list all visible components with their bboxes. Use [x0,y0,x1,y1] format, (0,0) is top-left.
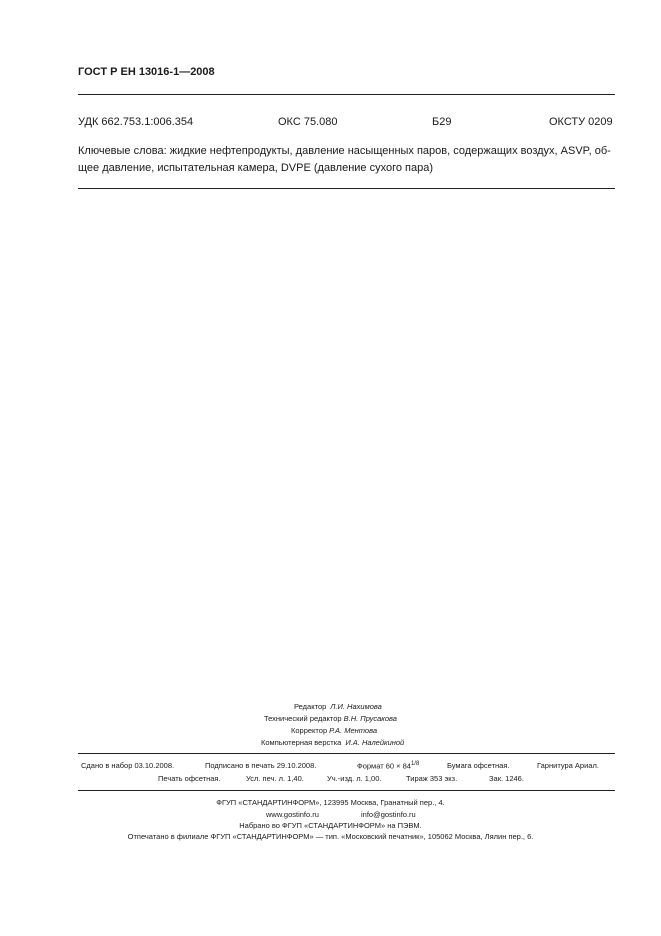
credit-name: И.А. Налейкиной [345,738,405,747]
print-run: Тираж 353 экз. [406,774,458,783]
print-sheets: Усл. печ. л. 1,40. [246,774,304,783]
udk-code: УДК 662.753.1:006.354 [78,116,194,128]
credit-label: Технический редактор [264,714,342,723]
print-order: Зак. 1246. [489,774,524,783]
publisher-email: info@gostinfo.ru [361,810,416,819]
print-format [357,761,419,771]
print-paper: Бумага офсетная. [447,761,510,770]
keywords-line-2: щее давление, испытательная камера, DVPE (давление сухого пара) [78,162,433,174]
publisher-web: www.gostinfo.ru [266,810,319,819]
document-header-title: ГОСТ Р ЕН 13016-1—2008 [78,66,215,78]
credit-name: Л.И. Нахимова [330,702,382,711]
print-info-divider [78,790,615,791]
credit-tech-editor [264,714,397,723]
print-signed-date: Подписано в печать 29.10.2008. [205,761,317,770]
credit-label: Корректор [291,726,328,735]
print-method: Печать офсетная. [158,774,221,783]
oks-code: ОКС 75.080 [278,116,338,128]
keywords-divider [78,188,615,189]
credit-layout [261,738,404,747]
publisher-address: ФГУП «СТАНДАРТИНФОРМ», 123995 Москва, Гранатный пер., 4. [216,798,445,807]
publisher-printed: Отпечатано в филиале ФГУП «СТАНДАРТИНФОРМ» — тип. «Московский печатник», 105062 Москва, Лялин пер., 6. [127,832,534,841]
print-sent-date: Сдано в набор 03.10.2008. [81,761,175,770]
publisher-typeset: Набрано во ФГУП «СТАНДАРТИНФОРМ» на ПЭВМ. [239,821,422,830]
credit-name: В.Н. Прусакова [343,714,397,723]
print-format-value: Формат 60 × 84 [357,761,411,771]
print-ed-sheets: Уч.-изд. л. 1,00. [327,774,382,783]
okstu-code: ОКСТУ 0209 [549,116,613,128]
keywords-line-1: Ключевые слова: жидкие нефтепродукты, давление насыщенных паров, содержащих воздух, ASVP, об- [78,145,611,157]
credit-editor [294,702,382,711]
credit-corrector [291,726,377,735]
credit-name: Р.А. Ментова [329,726,378,735]
header-divider [78,94,615,95]
print-format-fraction: 1/8 [410,761,420,767]
credits-divider [78,753,615,754]
credit-label: Редактор [294,702,327,711]
group-code: Б29 [432,116,452,128]
keywords-block [78,143,623,177]
credit-label: Компьютерная верстка [261,738,342,747]
print-font: Гарнитура Ариал. [537,761,599,770]
